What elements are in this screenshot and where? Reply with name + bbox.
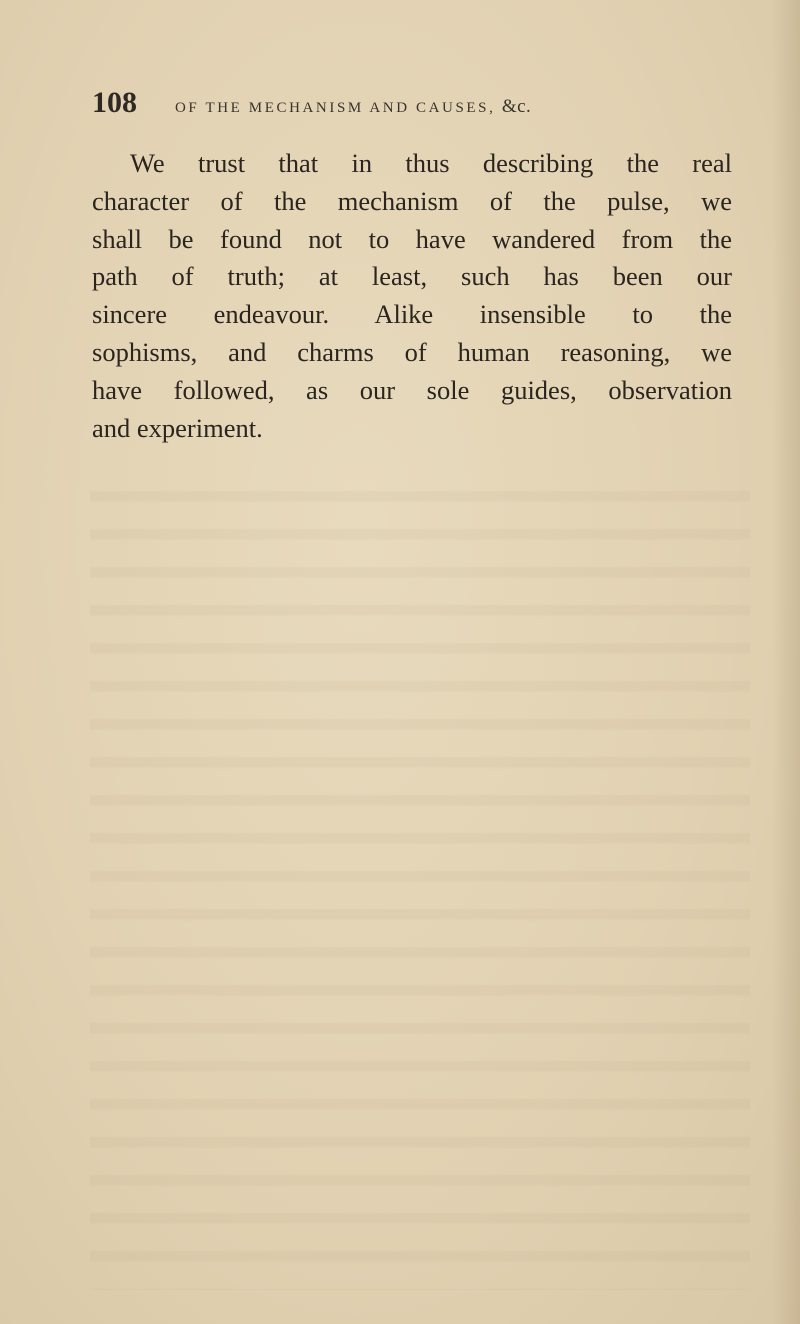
text-line: shall be found not to have wandered from the [92,223,732,254]
body-paragraph [92,145,732,447]
show-through-texture [90,470,750,1290]
running-head-title: OF THE MECHANISM AND CAUSES, [175,100,496,116]
text-line: and experiment. [92,412,263,443]
running-head-suffix: &c. [501,96,532,117]
text-line: sincere endeavour. Alike insensible to the [92,299,732,330]
page-number: 108 [92,86,137,119]
text-line: path of truth; at least, such has been our [92,261,732,292]
page-edge-shadow [772,0,800,1324]
text-line: have followed, as our sole guides, observation [92,374,732,405]
text-line: sophisms, and charms of human reasoning, we [92,336,732,367]
text-line: character of the mechanism of the pulse, we [92,185,732,216]
page-header [92,86,742,119]
text-line: We trust that in thus describing the real [130,148,732,178]
running-head [175,96,531,118]
